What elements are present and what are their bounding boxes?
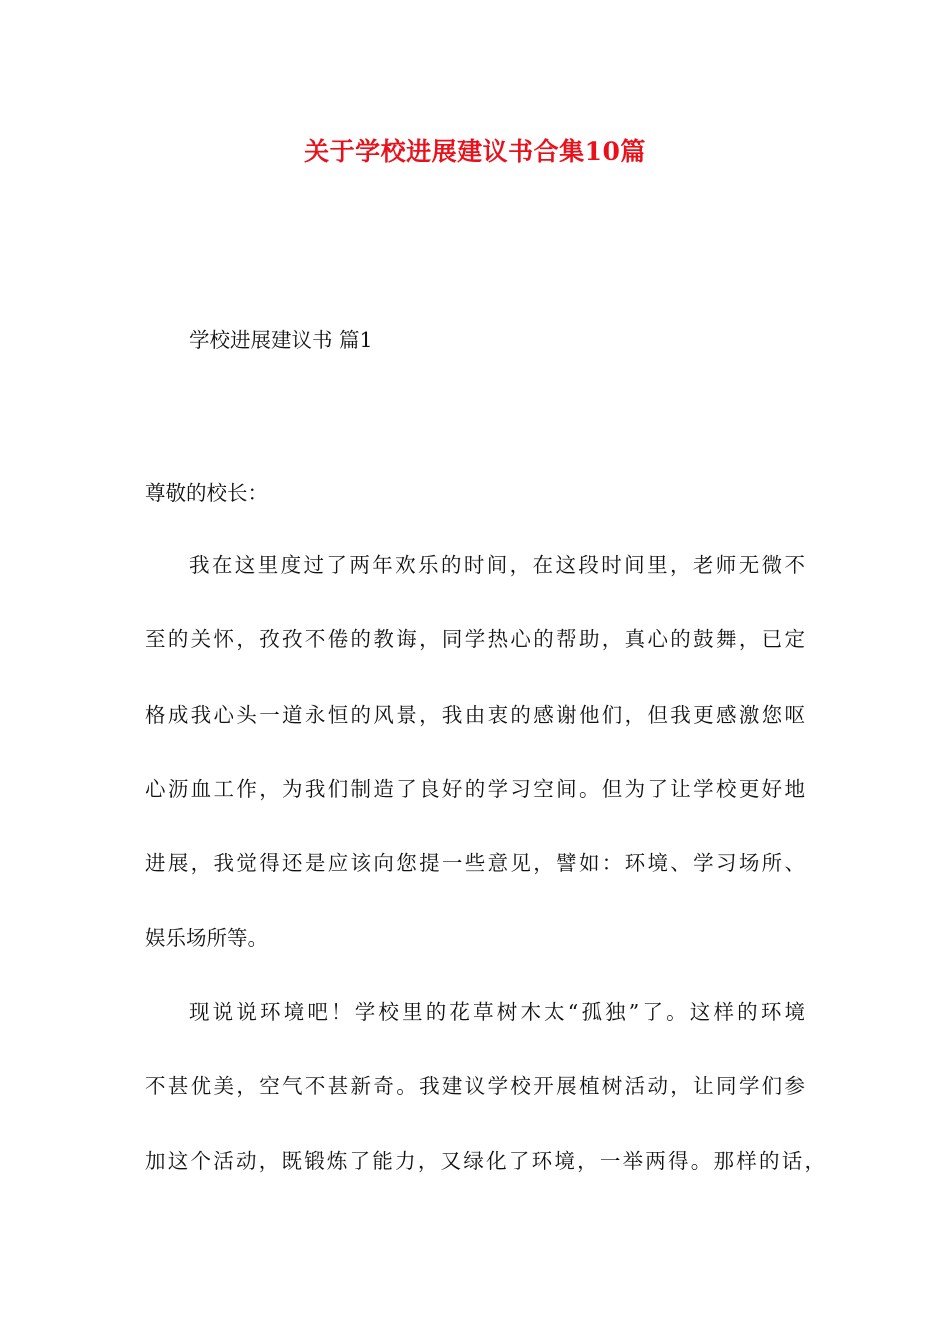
document-title: 关于学校进展建议书合集10篇 [304, 137, 646, 166]
paragraph-line: 不甚优美，空气不甚新奇。我建议学校开展植树活动，让同学们参 [145, 1074, 805, 1098]
salutation: 尊敬的校长： [145, 481, 268, 505]
section-heading: 学校进展建议书 篇1 [189, 328, 373, 352]
paragraph-line: 现说说环境吧！学校里的花草树木太“孤独”了。这样的环境 [189, 1000, 805, 1024]
paragraph-line: 加这个活动，既锻炼了能力，又绿化了环境，一举两得。那样的话， [145, 1149, 825, 1173]
paragraph-line: 我在这里度过了两年欢乐的时间，在这段时间里，老师无微不 [189, 553, 805, 577]
paragraph-line: 至的关怀，孜孜不倦的教诲，同学热心的帮助，真心的鼓舞，已定 [145, 627, 805, 651]
paragraph-line: 心沥血工作，为我们制造了良好的学习空间。但为了让学校更好地 [145, 777, 805, 801]
paragraph-line: 格成我心头一道永恒的风景，我由衷的感谢他们，但我更感激您呕 [145, 703, 805, 727]
paragraph-line: 娱乐场所等。 [145, 926, 268, 950]
paragraph-line: 进展，我觉得还是应该向您提一些意见，譬如：环境、学习场所、 [145, 851, 805, 875]
